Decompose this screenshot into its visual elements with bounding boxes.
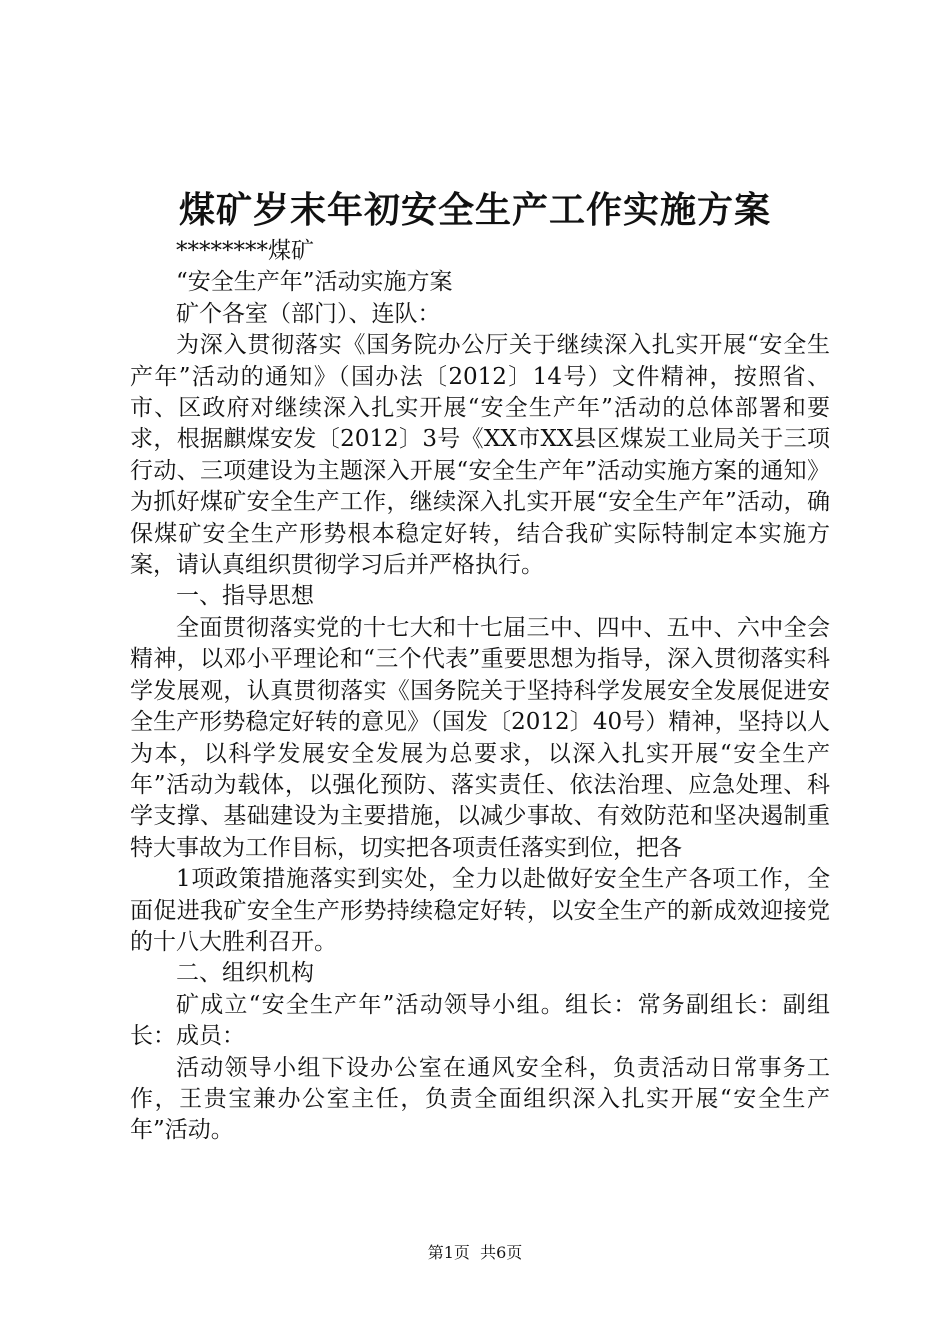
page-footer	[0, 1241, 950, 1265]
paragraph-salutation: 矿个各室（部门）、连队：	[176, 300, 441, 327]
page-number: 第1页	[427, 1243, 470, 1262]
paragraph-office: 活动领导小组下设办公室在通风安全科，负责活动日常事务工作，王贵宝兼办公室主任，负责全面组织深入扎实开展“安全生产年”活动。	[130, 1054, 830, 1144]
paragraph-leadership-group: 矿成立“安全生产年”活动领导小组。组长：常务副组长：副组长：成员：	[130, 991, 830, 1050]
paragraph-guiding-ideology-cont: 1项政策措施落实到实处，全力以赴做好安全生产各项工作，全面促进我矿安全生产形势持续稳定好转，以安全生产的新成效迎接党的十八大胜利召开。	[130, 866, 830, 955]
page-total: 共6页	[480, 1243, 523, 1262]
document-title: 煤矿岁末年初安全生产工作实施方案	[178, 189, 771, 231]
paragraph-guiding-ideology: 全面贯彻落实党的十七大和十七届三中、四中、五中、六中全会精神，以邓小平理论和“三个代表”重要思想为指导，深入贯彻落实科学发展观，认真贯彻落实《国务院关于坚持科学发展安全发展促进安全生产形势稳定好转的意见》（国发〔2012〕40号）精神，坚持以人为本，以科学发展安全发展为总要求，以深入扎实开展“安全生产年”活动为载体，以强化预防、落实责任、依法治理、应急处理、科学支撑、基础建设为主要措施，以减少事故、有效防范和坚决遏制重特大事故为工作目标，切实把各项责任落实到位，把各	[130, 614, 830, 861]
paragraph-intro: 为深入贯彻落实《国务院办公厅关于继续深入扎实开展“安全生产年”活动的通知》（国办法〔2012〕14号）文件精神，按照省、市、区政府对继续深入扎实开展“安全生产年”活动的总体部署和要求，根据麒煤安发〔2012〕3号《XX市XX县区煤炭工业局关于三项行动、三项建设为主题深入开展“安全生产年”活动实施方案的通知》为抓好煤矿安全生产工作，继续深入扎实开展“安全生产年”活动，确保煤矿安全生产形势根本稳定好转，结合我矿实际特制定本实施方案，请认真组织贯彻学习后并严格执行。	[130, 332, 830, 579]
document-body	[130, 236, 830, 1147]
paragraph-mine-name: ********煤矿	[176, 238, 314, 264]
section-heading-guiding-ideology: 一、指导思想	[176, 583, 314, 610]
section-heading-organization: 二、组织机构	[176, 960, 314, 987]
paragraph-plan-name: “安全生产年”活动实施方案	[176, 269, 453, 296]
